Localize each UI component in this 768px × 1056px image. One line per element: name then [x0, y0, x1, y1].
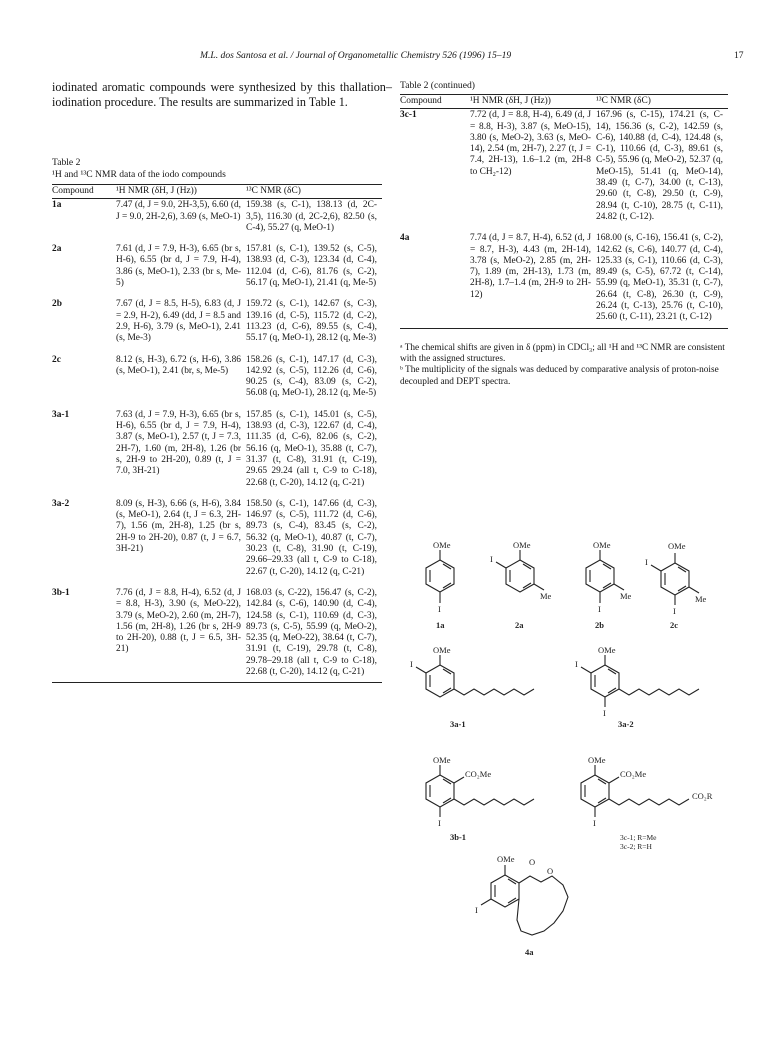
table-row [52, 345, 382, 400]
c-nmr-cell: 159.72 (s, C-1), 142.67 (s, C-3), 139.16 (d, C-5), 115.72 (d, C-2), 113.23 (d, C-6), 89.55 (s, C-4), 55.17 (q, MeO-1), 28.12 (q, Me-3) [246, 299, 377, 344]
table-row [400, 109, 728, 223]
iodo-label: I [438, 604, 441, 614]
footnote: ᵃ The chemical shifts are given in δ (ppm) in CDCl₃; all ¹H and ¹³C NMR are consistent with the assigned structures. [400, 342, 725, 365]
structure-2c [645, 541, 707, 630]
h-nmr-cell: 8.09 (s, H-3), 6.66 (s, H-6), 3.84 (s, MeO-1), 2.64 (t, J = 6.3, 2H-7), 1.56 (m, 2H-8), 1.25 (br s, 2H-9 to 2H-20), 0.87 (t, J = 6.7, 3H-21) [116, 498, 241, 555]
footnote: ᵇ The multiplicity of the signals was deduced by comparative analysis of proton-noise decoupled and DEPT spectra. [400, 365, 719, 387]
compound-label: 3a-1 [450, 719, 466, 729]
chemical-structures [400, 535, 740, 1035]
h-nmr-cell: 7.72 (d, J = 8.8, H-4), 6.49 (d, J = 8.8, H-3), 3.87 (s, MeO-15), 3.80 (s, MeO-2), 3.63 (s, MeO-14), 2.54 (m, 2H-7), 2.27 (t, J = 7.4, 2H-13), 1.6–1.2 (m, 2H-8 to CH₂-12) [470, 110, 591, 177]
c-nmr-cell: 159.38 (s, C-1), 138.13 (d, 2C-3,5), 116.30 (d, 2C-2,6), 82.50 (s, C-4), 55.27 (q, MeO-1) [246, 200, 377, 233]
column-header: Compound [400, 95, 470, 109]
iodo-label: I [575, 659, 578, 669]
column-header: ¹³C NMR (δC) [246, 185, 382, 199]
iodo-label: I [410, 659, 413, 669]
compound-label: 2b [595, 620, 604, 630]
compound-label: 3c-1; R=Me 3c-2; R=H [620, 833, 657, 851]
h-nmr-cell: 7.63 (d, J = 7.9, H-3), 6.65 (br s, H-6), 6.55 (br d, J = 7.9, H-4), 3.87 (s, MeO-1), 2.57 (t, J = 7.3, 2H-7), 1.60 (m, 2H-8), 1.26 (br s, 2H-9 to 2H-20), 0.89 (t, J = 7.0, 3H-21) [116, 409, 241, 477]
c-nmr-cell: 158.50 (s, C-1), 147.66 (d, C-3), 146.97 (s, C-5), 111.72 (d, C-6), 89.73 (s, C-4), 83.45 (s, C-2), 56.32 (q, MeO-1), 40.87 (t, C-7), 30.23 (t, C-8), 31.90 (t, C-19), 29.66–29.33 (all t, C-9 to C-18), 22.67 (t, C-20), 14.12 (q, C-21) [246, 498, 377, 577]
iodo-label: I [598, 604, 601, 614]
c-nmr-cell: 168.00 (s, C-16), 156.41 (s, C-2), 142.62 (s, C-6), 140.77 (d, C-4), 125.33 (s, C-1), 110.66 (d, C-3), 89.49 (s, C-5), 67.72 (t, C-14), 55.99 (q, MeO-1), 35.31 (t, C-7), 26.64 (t, C-8), 26.30 (t, C-9), 26.24 (t, C-13), 25.76 (t, C-10), 25.60 (t, C-11), 23.21 (t, C-12) [596, 233, 723, 323]
ester-label: CO₂Me [465, 769, 492, 779]
c-nmr-cell: 158.26 (s, C-1), 147.17 (d, C-3), 142.92 (s, C-5), 112.26 (d, C-6), 90.25 (s, C-4), 83.09 (s, C-2), 56.08 (q, MeO-1), 28.12 (q, Me-5) [246, 354, 377, 399]
c-nmr-cell: 157.81 (s, C-1), 139.52 (s, C-5), 138.93 (d, C-3), 123.34 (d, C-4), 112.04 (d, C-6), 81.76 (s, C-2), 56.17 (q, MeO-1), 21.41 (q, Me-5) [246, 244, 377, 289]
page-number: 17 [734, 50, 744, 61]
compound-label: 3b-1 [450, 832, 467, 842]
compound-id: 2b [52, 299, 62, 310]
structure-1a [426, 540, 454, 630]
h-nmr-cell: 7.61 (d, J = 7.9, H-3), 6.65 (br s, H-6), 6.55 (br d, J = 7.9, H-4), 3.86 (s, MeO-1), 2.33 (br s, Me-5) [116, 244, 241, 289]
table-row [52, 578, 382, 678]
compound-id: 3b-1 [52, 587, 70, 598]
compound-label: 4a [525, 947, 534, 957]
iodo-label: I [603, 708, 606, 718]
table-header-row [52, 185, 382, 199]
compound-label: 1a [436, 620, 445, 630]
ester-label: CO₂Me [620, 769, 647, 779]
ome-label: OMe [598, 645, 616, 655]
iodo-label: I [490, 554, 493, 564]
column-header: Compound [52, 185, 116, 199]
ome-label: OMe [433, 755, 451, 765]
page-header [0, 50, 768, 66]
nmr-table-right [400, 94, 728, 388]
ester-oxygen-label: O [547, 866, 554, 876]
h-nmr-cell: 7.67 (d, J = 8.5, H-5), 6.83 (d, J = 2.9, H-2), 6.49 (dd, J = 8.5 and 2.9, H-6), 3.79 (s, MeO-1), 2.41 (s, Me-3) [116, 299, 241, 344]
iodo-label: I [438, 818, 441, 828]
structure-3b-1 [426, 755, 534, 842]
compound-id: 3a-2 [52, 498, 70, 509]
compound-label: 2a [515, 620, 524, 630]
iodo-label: I [673, 606, 676, 616]
table-header-row [400, 95, 728, 109]
iodo-label: I [593, 818, 596, 828]
structure-3a-1 [410, 645, 534, 729]
compound-id: 2c [52, 354, 61, 365]
compound-label: 3a-2 [618, 719, 634, 729]
table-label: Table 2 [52, 157, 81, 168]
table-row [52, 289, 382, 344]
c-nmr-cell: 168.03 (s, C-22), 156.47 (s, C-2), 142.84 (s, C-6), 140.90 (d, C-4), 124.58 (s, C-1), 110.69 (d, C-3), 89.73 (s, C-5), 55.99 (q, MeO-2), 52.35 (q, MeO-22), 38.64 (t, C-7), 31.91 (t, C-19), 29.78 (t, C-8), 29.78–29.18 (all t, C-9 to C-18), 22.68 (t, C-20), 14.12 (q, C-21) [246, 587, 377, 677]
table-bottom-rule [400, 328, 728, 329]
table-row [52, 234, 382, 289]
structure-3c [581, 755, 713, 851]
table-row [52, 489, 382, 578]
ome-label: OMe [668, 541, 686, 551]
structure-4a [475, 854, 568, 957]
ome-label: OMe [433, 645, 451, 655]
structure-3a-2 [575, 645, 699, 729]
compound-id: 2a [52, 244, 62, 255]
ester-oxygen-label: O [529, 857, 536, 867]
nmr-table-left [52, 184, 382, 683]
compound-id: 1a [52, 200, 62, 211]
ome-label: OMe [593, 540, 611, 550]
column-header: ¹H NMR (δH, J (Hz)) [116, 185, 246, 199]
c-nmr-cell: 167.96 (s, C-15), 174.21 (s, C-14), 156.36 (s, C-2), 142.59 (s, C-6), 140.88 (d, C-4), 124.48 (s, C-1), 110.66 (d, C-3), 89.61 (s, C-5), 55.96 (q, MeO-2), 52.37 (q, MeO-15), 51.41 (q, MeO-14), 38.49 (t, C-7), 34.00 (t, C-13), 29.60 (t, C-8), 29.50 (t, C-9), 28.94 (t, C-10), 28.75 (t, C-11), 24.82 (t, C-12). [596, 110, 723, 222]
ome-label: OMe [433, 540, 451, 550]
structure-2b [586, 540, 632, 630]
h-nmr-cell: 8.12 (s, H-3), 6.72 (s, H-6), 3.86 (s, MeO-1), 2.41 (br, s, Me-5) [116, 354, 241, 376]
column-header: ¹H NMR (δH, J (Hz)) [470, 95, 596, 109]
table-bottom-rule [52, 682, 382, 683]
compound-id: 4a [400, 233, 410, 244]
h-nmr-cell: 7.47 (d, J = 9.0, 2H-3,5), 6.60 (d, J = 9.0, 2H-2,6), 3.69 (s, MeO-1) [116, 200, 241, 222]
h-nmr-cell: 7.74 (d, J = 8.7, H-4), 6.52 (d, J = 8.7, H-3), 4.43 (m, 2H-14), 3.78 (s, MeO-2), 2.85 (m, 2H-7), 1.89 (m, 2H-13), 1.73 (m, 2H-8), 1.7–1.4 (m, 2H-9 to 2H-12) [470, 233, 591, 300]
acid-ester-label: CO₂R [692, 791, 713, 801]
ome-label: OMe [497, 854, 515, 864]
compound-label: 2c [670, 620, 679, 630]
iodo-label: I [475, 905, 478, 915]
ome-label: OMe [588, 755, 606, 765]
compound-id: 3c-1 [400, 110, 417, 121]
ome-label: OMe [513, 540, 531, 550]
methyl-label: Me [620, 591, 632, 601]
compound-id: 3a-1 [52, 409, 70, 420]
intro-paragraph: iodinated aromatic compounds were synthesized by this thallation–iodination procedure. The results are summarized in Table 1. [52, 80, 392, 110]
table-caption: ¹H and ¹³C NMR data of the iodo compounds [52, 169, 226, 180]
methyl-label: Me [540, 591, 552, 601]
structure-2a [490, 540, 552, 630]
table-row [52, 400, 382, 489]
h-nmr-cell: 7.76 (d, J = 8.8, H-4), 6.52 (d, J = 8.8, H-3), 3.90 (s, MeO-22), 3.79 (s, MeO-2), 2.60 (m, 2H-7), 1.56 (m, 2H-8), 1.26 (br s, 2H-9 to 2H-20), 0.88 (t, J = 6.5, 3H-21) [116, 587, 241, 655]
table-row [52, 199, 382, 234]
methyl-label: Me [695, 594, 707, 604]
table-continued-label: Table 2 (continued) [400, 80, 475, 91]
iodo-label: I [645, 557, 648, 567]
running-title: M.L. dos Santosa et al. / Journal of Organometallic Chemistry 526 (1996) 15–19 [200, 50, 512, 61]
column-header: ¹³C NMR (δC) [596, 95, 728, 109]
c-nmr-cell: 157.85 (s, C-1), 145.01 (s, C-5), 138.93 (d, C-3), 122.67 (d, C-4), 111.35 (d, C-6), 82.06 (s, C-2), 56.16 (q, MeO-1), 35.88 (t, C-7), 31.37 (t, C-8), 31.91 (t, C-19), 29.65 29.24 (all t, C-9 to C-18), 22.68 (t, C-20), 14.12 (q, C-21) [246, 409, 377, 488]
table-row [400, 223, 728, 323]
